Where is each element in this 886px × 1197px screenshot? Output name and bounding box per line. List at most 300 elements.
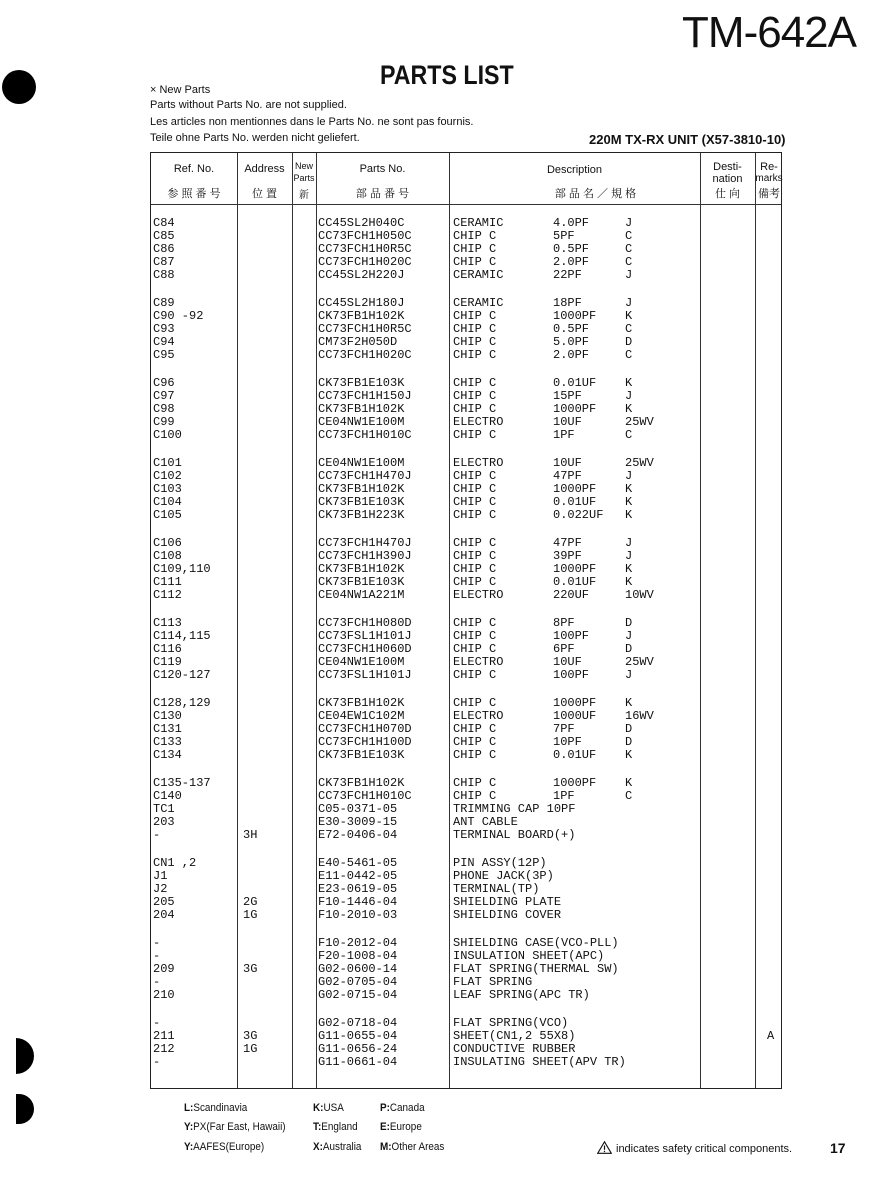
parts-no-cell: CK73FB1E103K <box>318 575 405 590</box>
description-cell: ELECTRO <box>453 588 504 603</box>
tolerance-cell: C <box>625 428 633 443</box>
table-row <box>151 429 781 442</box>
safety-note <box>597 1141 792 1155</box>
header-remarks-2: marks <box>755 173 783 184</box>
value-cell: 22PF <box>553 268 582 283</box>
legend-E: E:Europe <box>380 1121 422 1133</box>
tolerance-cell: 25WV <box>625 456 654 470</box>
ref-cell: C108 <box>153 549 182 564</box>
parts-no-cell: E11-0442-05 <box>318 869 398 884</box>
ref-cell: C93 <box>153 322 175 337</box>
value-cell: 0.01UF <box>553 376 597 390</box>
table-row <box>151 243 781 256</box>
parts-no-cell: CE04NW1E100M <box>318 456 405 470</box>
parts-no-cell: G02-0705-04 <box>318 975 398 990</box>
description-cell: CHIP C <box>453 575 497 590</box>
value-cell: 47PF <box>553 469 582 484</box>
ref-cell: TC1 <box>153 802 175 817</box>
value-cell: 4.0PF <box>553 216 590 230</box>
header-description-jp: 部 品 名 ／ 規 格 <box>554 188 637 200</box>
value-cell: 1000PF <box>553 402 597 417</box>
value-cell: 1000PF <box>553 309 597 324</box>
parts-no-cell: CK73FB1E103K <box>318 376 405 390</box>
value-cell: 0.5PF <box>553 242 590 257</box>
ref-cell: C98 <box>153 402 175 417</box>
note-en: Parts without Parts No. are not supplied. <box>150 99 347 111</box>
parts-no-cell: CC45SL2H220J <box>318 268 405 283</box>
parts-no-cell: CK73FB1E103K <box>318 495 405 510</box>
ref-cell: C106 <box>153 536 182 550</box>
unit-title: 220M TX-RX UNIT (X57-3810-10) <box>589 132 786 147</box>
parts-no-cell: CK73FB1H223K <box>318 508 405 523</box>
description-cell: TERMINAL(TP) <box>453 882 540 897</box>
legend-P: P:Canada <box>380 1102 425 1114</box>
value-cell: 0.5PF <box>553 322 590 337</box>
table-row <box>151 857 781 870</box>
ref-cell: C101 <box>153 456 182 470</box>
ref-cell: 204 <box>153 908 175 923</box>
table-row <box>151 269 781 282</box>
header-new-parts: Parts <box>293 173 315 183</box>
table-row <box>151 643 781 656</box>
ref-cell: 212 <box>153 1042 175 1057</box>
parts-no-cell: CC73FCH1H150J <box>318 389 412 404</box>
value-cell: 220UF <box>553 588 590 603</box>
table-row <box>151 470 781 483</box>
ref-cell: CN1 ,2 <box>153 856 197 870</box>
tolerance-cell: K <box>625 482 633 497</box>
parts-no-cell: F10-2010-03 <box>318 908 398 923</box>
description-cell: TRIMMING CAP 10PF <box>453 802 576 817</box>
table-row <box>151 777 781 790</box>
legend-L: L:Scandinavia <box>184 1102 248 1114</box>
tolerance-cell: J <box>625 389 633 404</box>
table-row <box>151 496 781 509</box>
tolerance-cell: K <box>625 748 633 763</box>
description-cell: CHIP C <box>453 748 497 763</box>
table-row <box>151 377 781 390</box>
description-cell: CHIP C <box>453 229 497 244</box>
description-cell: CHIP C <box>453 376 497 390</box>
description-cell: CHIP C <box>453 549 497 564</box>
value-cell: 5.0PF <box>553 335 590 350</box>
description-cell: FLAT SPRING(THERMAL SW) <box>453 962 619 977</box>
parts-no-cell: CC73FCH1H080D <box>318 616 412 630</box>
ref-cell: C95 <box>153 348 175 363</box>
parts-no-cell: CK73FB1H102K <box>318 776 405 790</box>
description-cell: CHIP C <box>453 255 497 270</box>
header-address: Address <box>244 163 285 175</box>
description-cell: CHIP C <box>453 428 497 443</box>
tolerance-cell: J <box>625 268 633 283</box>
table-row <box>151 457 781 470</box>
legend-K: K:USA <box>313 1102 344 1114</box>
header-new: New <box>294 161 313 171</box>
ref-cell: C116 <box>153 642 182 657</box>
warning-icon <box>597 1141 612 1154</box>
value-cell: 1000PF <box>553 696 597 710</box>
address-cell: 3H <box>243 828 258 843</box>
ref-cell: C90 -92 <box>153 309 204 324</box>
header-destination-2: nation <box>712 173 743 185</box>
header-ref: Ref. No. <box>173 163 215 175</box>
parts-no-cell: CC73FSL1H101J <box>318 668 412 683</box>
value-cell: 10UF <box>553 655 582 670</box>
table-row <box>151 723 781 736</box>
value-cell: 1PF <box>553 789 575 804</box>
header-destination-jp: 仕 向 <box>714 188 741 200</box>
ref-cell: C113 <box>153 616 182 630</box>
table-row <box>151 736 781 749</box>
table-row <box>151 1017 781 1030</box>
description-cell: ELECTRO <box>453 415 504 430</box>
parts-no-cell: CC73FCH1H470J <box>318 536 412 550</box>
binder-hole-mid <box>16 1038 34 1074</box>
tolerance-cell: C <box>625 255 633 270</box>
tolerance-cell: C <box>625 789 633 804</box>
table-row <box>151 803 781 816</box>
value-cell: 0.01UF <box>553 748 597 763</box>
description-cell: CHIP C <box>453 642 497 657</box>
parts-no-cell: CC73FSL1H101J <box>318 629 412 644</box>
description-cell: CHIP C <box>453 402 497 417</box>
ref-cell: - <box>153 975 161 990</box>
tolerance-cell: K <box>625 562 633 577</box>
description-cell: CERAMIC <box>453 296 504 310</box>
table-row <box>151 896 781 909</box>
description-cell: CHIP C <box>453 562 497 577</box>
tolerance-cell: C <box>625 322 633 337</box>
tolerance-cell: K <box>625 575 633 590</box>
parts-no-cell: CC73FCH1H390J <box>318 549 412 564</box>
table-row <box>151 537 781 550</box>
header-parts-no: Parts No. <box>359 163 406 175</box>
ref-cell: C84 <box>153 216 175 230</box>
page-number: 17 <box>830 1140 846 1156</box>
header-new-jp: 新 <box>299 190 309 201</box>
header-remarks: Re- <box>760 161 778 173</box>
description-cell: CHIP C <box>453 696 497 710</box>
value-cell: 6PF <box>553 642 575 657</box>
ref-cell: C134 <box>153 748 182 763</box>
parts-no-cell: G02-0715-04 <box>318 988 398 1003</box>
description-cell: SHIELDING COVER <box>453 908 562 923</box>
ref-cell: C97 <box>153 389 175 404</box>
ref-cell: 210 <box>153 988 175 1003</box>
table-row <box>151 1030 781 1043</box>
table-row <box>151 416 781 429</box>
ref-cell: 211 <box>153 1029 175 1044</box>
value-cell: 15PF <box>553 389 582 404</box>
ref-cell: C94 <box>153 335 175 350</box>
ref-cell: C89 <box>153 296 175 310</box>
ref-cell: - <box>153 828 161 843</box>
legend-Y-aafes: Y:AAFES(Europe) <box>184 1141 265 1153</box>
binder-hole-bottom <box>16 1094 34 1124</box>
header-address-jp: 位 置 <box>251 188 278 200</box>
table-row <box>151 963 781 976</box>
table-row <box>151 710 781 723</box>
parts-no-cell: CE04EW1C102M <box>318 709 405 724</box>
description-cell: CHIP C <box>453 389 497 404</box>
tolerance-cell: D <box>625 722 633 737</box>
description-cell: CHIP C <box>453 242 497 257</box>
header-description: Description <box>546 164 603 176</box>
table-row <box>151 217 781 230</box>
ref-cell: - <box>153 949 161 964</box>
tolerance-cell: 25WV <box>625 415 654 430</box>
ref-cell: C133 <box>153 735 182 750</box>
ref-cell: - <box>153 1016 161 1030</box>
description-cell: ELECTRO <box>453 655 504 670</box>
parts-no-cell: F10-1446-04 <box>318 895 398 910</box>
address-cell: 3G <box>243 1029 258 1044</box>
tolerance-cell: J <box>625 629 633 644</box>
header-parts-no-jp: 部 品 番 号 <box>355 188 410 200</box>
parts-no-cell: E72-0406-04 <box>318 828 398 843</box>
tolerance-cell: K <box>625 776 633 790</box>
parts-no-cell: CC45SL2H040C <box>318 216 405 230</box>
ref-cell: C96 <box>153 376 175 390</box>
value-cell: 7PF <box>553 722 575 737</box>
parts-no-cell: CE04NW1E100M <box>318 415 405 430</box>
legend-M: M:Other Areas <box>380 1141 445 1153</box>
tolerance-cell: 25WV <box>625 655 654 670</box>
ref-cell: C102 <box>153 469 182 484</box>
parts-no-cell: C05-0371-05 <box>318 802 398 817</box>
parts-no-cell: E30-3009-15 <box>318 815 398 830</box>
header-remarks-jp: 備考 <box>758 188 780 200</box>
description-cell: CHIP C <box>453 508 497 523</box>
value-cell: 0.01UF <box>553 575 597 590</box>
parts-no-cell: CC73FCH1H020C <box>318 255 412 270</box>
ref-cell: - <box>153 936 161 950</box>
table-row <box>151 630 781 643</box>
description-cell: CHIP C <box>453 722 497 737</box>
value-cell: 0.022UF <box>553 508 604 523</box>
parts-no-cell: CC73FCH1H100D <box>318 735 412 750</box>
description-cell: SHEET(CN1,2 55X8) <box>453 1029 576 1044</box>
parts-no-cell: G11-0655-04 <box>318 1029 398 1044</box>
parts-no-cell: G11-0661-04 <box>318 1055 398 1070</box>
binder-hole-top <box>2 70 36 104</box>
parts-no-cell: E23-0619-05 <box>318 882 398 897</box>
value-cell: 8PF <box>553 616 575 630</box>
parts-no-cell: CK73FB1H102K <box>318 482 405 497</box>
table-row <box>151 509 781 522</box>
table-row <box>151 256 781 269</box>
ref-cell: 203 <box>153 815 175 830</box>
parts-no-cell: CK73FB1H102K <box>318 696 405 710</box>
tolerance-cell: J <box>625 216 633 230</box>
value-cell: 1PF <box>553 428 575 443</box>
value-cell: 18PF <box>553 296 582 310</box>
ref-cell: C109,110 <box>153 562 211 577</box>
ref-cell: J1 <box>153 869 168 884</box>
table-row <box>151 870 781 883</box>
ref-cell: C104 <box>153 495 182 510</box>
description-cell: FLAT SPRING(VCO) <box>453 1016 569 1030</box>
value-cell: 1000PF <box>553 482 597 497</box>
table-row <box>151 1056 781 1069</box>
table-row <box>151 669 781 682</box>
description-cell: LEAF SPRING(APC TR) <box>453 988 590 1003</box>
note-de: Teile ohne Parts No. werden nicht geliefert. <box>150 132 360 144</box>
address-cell: 1G <box>243 908 258 923</box>
parts-no-cell: E40-5461-05 <box>318 856 398 870</box>
table-row <box>151 749 781 762</box>
ref-cell: C111 <box>153 575 182 590</box>
table-row <box>151 937 781 950</box>
table-row <box>151 349 781 362</box>
table-row <box>151 323 781 336</box>
parts-no-cell: CC73FCH1H020C <box>318 348 412 363</box>
parts-no-cell: CC73FCH1H010C <box>318 789 412 804</box>
value-cell: 100PF <box>553 668 590 683</box>
description-cell: CHIP C <box>453 469 497 484</box>
tolerance-cell: 10WV <box>625 588 654 603</box>
parts-no-cell: G02-0718-04 <box>318 1016 398 1030</box>
parts-no-cell: G02-0600-14 <box>318 962 398 977</box>
legend-T: T:England <box>313 1121 358 1133</box>
parts-no-cell: CC73FCH1H070D <box>318 722 412 737</box>
table-row <box>151 829 781 842</box>
table-row <box>151 883 781 896</box>
description-cell: FLAT SPRING <box>453 975 533 990</box>
table-row <box>151 790 781 803</box>
tolerance-cell: J <box>625 549 633 564</box>
value-cell: 2.0PF <box>553 255 590 270</box>
value-cell: 39PF <box>553 549 582 564</box>
tolerance-cell: D <box>625 735 633 750</box>
description-cell: CHIP C <box>453 629 497 644</box>
value-cell: 10PF <box>553 735 582 750</box>
parts-no-cell: CC73FCH1H0R5C <box>318 322 412 337</box>
parts-no-cell: CE04NW1E100M <box>318 655 405 670</box>
table-row <box>151 403 781 416</box>
legend-X: X:Australia <box>313 1141 362 1153</box>
tolerance-cell: K <box>625 309 633 324</box>
value-cell: 1000PF <box>553 562 597 577</box>
address-cell: 3G <box>243 962 258 977</box>
description-cell: INSULATION SHEET(APC) <box>453 949 605 964</box>
table-row <box>151 589 781 602</box>
value-cell: 47PF <box>553 536 582 550</box>
ref-cell: C86 <box>153 242 175 257</box>
description-cell: CHIP C <box>453 495 497 510</box>
description-cell: CHIP C <box>453 335 497 350</box>
description-cell: CHIP C <box>453 668 497 683</box>
table-row <box>151 563 781 576</box>
table-row <box>151 483 781 496</box>
ref-cell: C120-127 <box>153 668 211 683</box>
value-cell: 10UF <box>553 456 582 470</box>
description-cell: ELECTRO <box>453 709 504 724</box>
description-cell: CHIP C <box>453 776 497 790</box>
header-ref-jp: 参 照 番 号 <box>167 188 221 200</box>
description-cell: CHIP C <box>453 616 497 630</box>
tolerance-cell: D <box>625 335 633 350</box>
table-row <box>151 976 781 989</box>
tolerance-cell: K <box>625 376 633 390</box>
safety-note-text: indicates safety critical components. <box>616 1143 793 1155</box>
ref-cell: C128,129 <box>153 696 211 710</box>
description-cell: CERAMIC <box>453 268 504 283</box>
table-row <box>151 697 781 710</box>
parts-no-cell: F20-1008-04 <box>318 949 398 964</box>
description-cell: CONDUCTIVE RUBBER <box>453 1042 576 1057</box>
parts-no-cell: CE04NW1A221M <box>318 588 405 603</box>
table-row <box>151 230 781 243</box>
table-row <box>151 656 781 669</box>
tolerance-cell: J <box>625 296 633 310</box>
description-cell: ELECTRO <box>453 456 504 470</box>
description-cell: ANT CABLE <box>453 815 518 830</box>
address-cell: 2G <box>243 895 258 910</box>
table-row <box>151 617 781 630</box>
ref-cell: C130 <box>153 709 182 724</box>
description-cell: CHIP C <box>453 789 497 804</box>
tolerance-cell: C <box>625 348 633 363</box>
ref-cell: C87 <box>153 255 175 270</box>
parts-no-cell: CK73FB1E103K <box>318 748 405 763</box>
tolerance-cell: D <box>625 642 633 657</box>
description-cell: INSULATING SHEET(APV TR) <box>453 1055 626 1070</box>
table-row <box>151 310 781 323</box>
value-cell: 10UF <box>553 415 582 430</box>
description-cell: PIN ASSY(12P) <box>453 856 547 870</box>
parts-table <box>150 152 782 1089</box>
description-cell: SHIELDING PLATE <box>453 895 562 910</box>
parts-no-cell: CC73FCH1H050C <box>318 229 412 244</box>
description-cell: CERAMIC <box>453 216 504 230</box>
ref-cell: C85 <box>153 229 175 244</box>
note-fr: Les articles non mentionnes dans le Parts No. ne sont pas fournis. <box>150 116 474 128</box>
parts-no-cell: CC73FCH1H470J <box>318 469 412 484</box>
ref-cell: C99 <box>153 415 175 430</box>
tolerance-cell: J <box>625 469 633 484</box>
parts-no-cell: CM73F2H050D <box>318 335 398 350</box>
tolerance-cell: C <box>625 229 633 244</box>
tolerance-cell: J <box>625 536 633 550</box>
ref-cell: 209 <box>153 962 175 977</box>
description-cell: SHIELDING CASE(VCO-PLL) <box>453 936 619 950</box>
ref-cell: C131 <box>153 722 182 737</box>
ref-cell: J2 <box>153 882 168 897</box>
legend-Y-px: Y:PX(Far East, Hawaii) <box>184 1121 286 1133</box>
description-cell: CHIP C <box>453 348 497 363</box>
description-cell: PHONE JACK(3P) <box>453 869 554 884</box>
table-row <box>151 950 781 963</box>
tolerance-cell: J <box>625 668 633 683</box>
table-row <box>151 297 781 310</box>
ref-cell: C88 <box>153 268 175 283</box>
tolerance-cell: D <box>625 616 633 630</box>
table-row <box>151 576 781 589</box>
ref-cell: C114,115 <box>153 629 211 644</box>
ref-cell: - <box>153 1055 161 1070</box>
description-cell: CHIP C <box>453 322 497 337</box>
value-cell: 0.01UF <box>553 495 597 510</box>
tolerance-cell: 16WV <box>625 709 654 724</box>
value-cell: 100PF <box>553 629 590 644</box>
description-cell: CHIP C <box>453 482 497 497</box>
table-row <box>151 989 781 1002</box>
parts-no-cell: CK73FB1H102K <box>318 562 405 577</box>
parts-no-cell: CC73FCH1H010C <box>318 428 412 443</box>
page-title: PARTS LIST <box>380 60 514 90</box>
remarks-cell: A <box>767 1029 775 1044</box>
